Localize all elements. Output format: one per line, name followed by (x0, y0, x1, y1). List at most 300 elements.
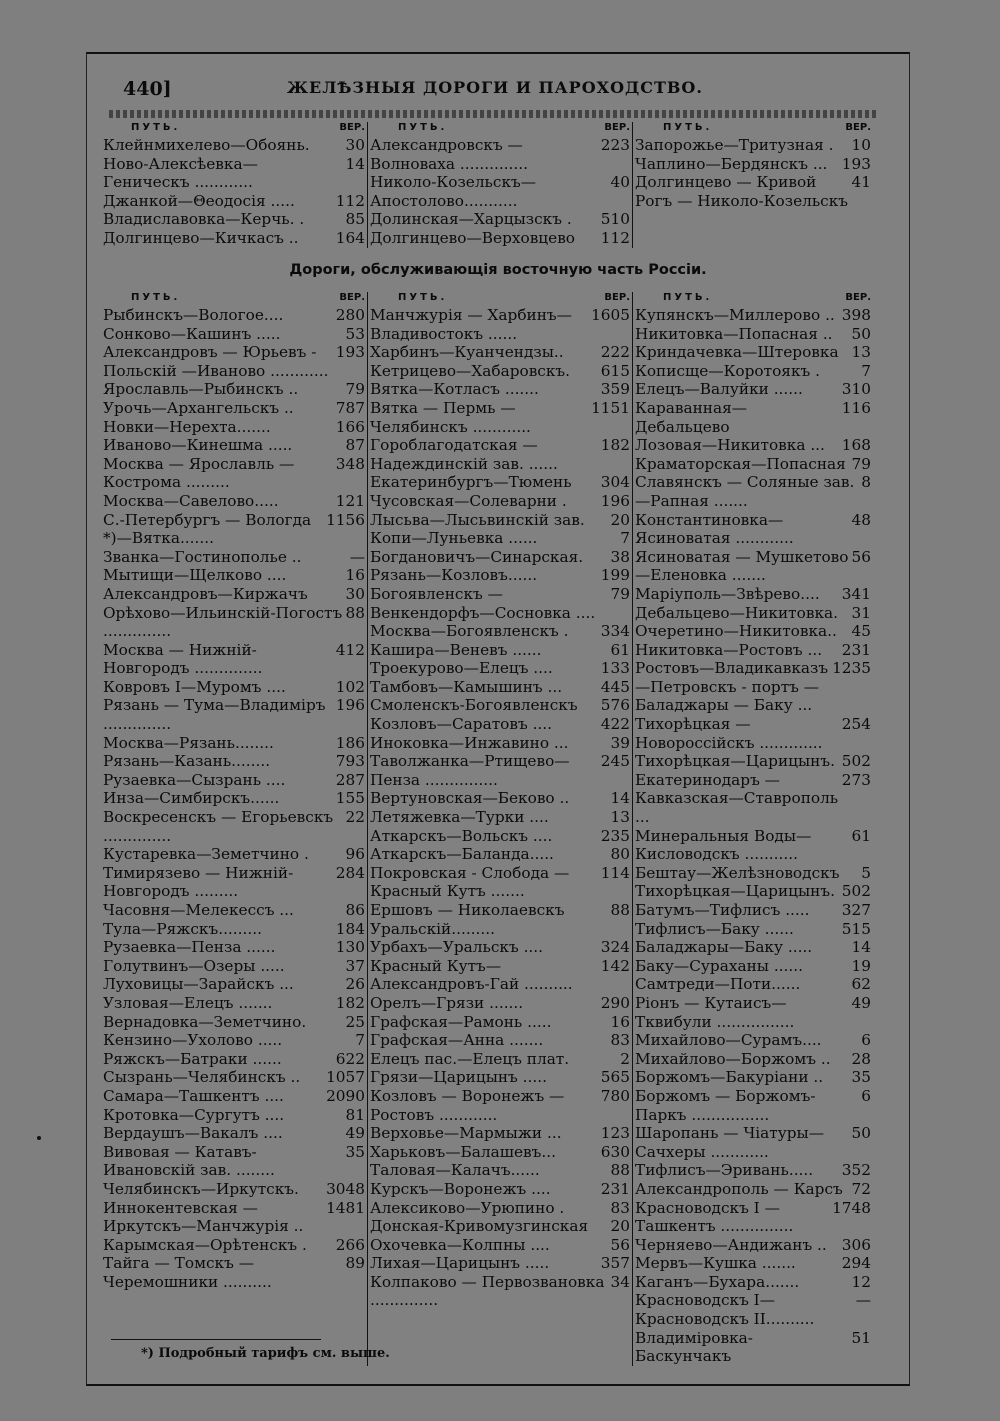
distance-value: 19 (851, 956, 871, 975)
distance-value: 49 (345, 1124, 365, 1143)
route-name: Каганъ—Бухара....... (635, 1272, 800, 1291)
route-name: Узловая—Елецъ ....... (103, 993, 273, 1012)
table-row (368, 678, 632, 697)
column-header: ПУТЬ. ВЕР. (663, 292, 871, 303)
table-row (633, 994, 873, 1031)
route-name: Козловъ—Саратовъ .... (370, 715, 553, 734)
table-row (368, 362, 632, 381)
route-name: Летяжевка—Турки .... (370, 808, 549, 827)
distance-value: 2 (620, 1049, 630, 1068)
distance-value: 8 (861, 473, 871, 492)
route-name: Лысьва—Лысьвинскій зав. (370, 510, 585, 529)
distance-value: — (855, 1291, 871, 1310)
distance-value: 787 (335, 398, 365, 417)
distance-value: 86 (345, 901, 365, 919)
distance-value: 39 (610, 733, 630, 752)
table-row (101, 1124, 367, 1143)
route-name: Екатеринбургъ—Тюмень (370, 473, 572, 492)
route-name: Тихорѣцкая—Царицынъ. (635, 752, 835, 771)
route-name: Кетрицево—Хабаровскъ. (370, 361, 571, 380)
table-row (101, 1050, 367, 1069)
table-row (368, 641, 632, 660)
route-name: Вятка—Котласъ ....... (370, 380, 539, 399)
distance-value: 123 (600, 1124, 630, 1143)
distance-value: 245 (600, 752, 630, 771)
distance-value: 2090 (326, 1086, 365, 1105)
distance-value: 780 (600, 1086, 630, 1105)
table-row (633, 455, 873, 474)
table-row (633, 938, 873, 957)
distance-value: 352 (841, 1161, 871, 1180)
top-column-2 (367, 122, 632, 248)
distance-value: 324 (600, 938, 630, 957)
table-row (368, 864, 632, 901)
table-row (368, 492, 632, 511)
distance-value: 20 (610, 1217, 630, 1236)
table-row (101, 771, 367, 790)
main-column-1 (101, 292, 367, 1366)
distance-value: 793 (335, 752, 365, 771)
table-row (368, 659, 632, 678)
table-row (101, 511, 367, 548)
route-name: Красный Кутъ—Александровъ-Гай .......... (370, 956, 573, 994)
route-name: Москва — Нижній-Новгородъ .............. (103, 640, 263, 678)
route-name: Александровъ—Киржачъ (103, 584, 308, 603)
route-name: Троекурово—Елецъ .... (370, 659, 553, 678)
table-row (633, 325, 873, 344)
distance-value: 327 (841, 901, 871, 919)
table-row (633, 343, 873, 362)
route-name: Охочевка—Колпны .... (370, 1235, 550, 1254)
route-name: Джанкой—Θеодосія ..... (103, 191, 295, 210)
distance-value: 615 (600, 361, 630, 380)
table-row (368, 752, 632, 789)
distance-value: 412 (335, 640, 365, 659)
route-name: Богдановичъ—Синарская. (370, 547, 584, 566)
distance-value: 62 (851, 975, 871, 994)
route-name: Ново-Алексѣевка—Геническъ ............ (103, 154, 258, 192)
route-name: Минеральныя Воды—Кисловодскъ ........... (635, 826, 812, 864)
distance-value: 28 (851, 1049, 871, 1068)
table-row (368, 473, 632, 492)
column-header: ПУТЬ. ВЕР. (131, 122, 365, 133)
table-row (368, 436, 632, 473)
table-row (633, 1291, 873, 1328)
table-row (368, 1031, 632, 1050)
distance-value: 130 (335, 938, 365, 957)
distance-value: 287 (335, 770, 365, 789)
route-name: Алексиково—Урюпино . (370, 1198, 565, 1217)
distance-value: 80 (610, 845, 630, 864)
distance-value: 87 (345, 436, 365, 455)
distance-value: 510 (600, 210, 630, 229)
route-name: Тифлисъ—Баку ...... (635, 919, 794, 938)
distance-value: 114 (600, 863, 630, 882)
distance-value: 284 (335, 863, 365, 882)
route-name: Графская—Анна ....... (370, 1031, 544, 1050)
table-row (633, 306, 873, 325)
table-row (101, 789, 367, 808)
distance-value: 116 (841, 398, 871, 417)
distance-value: 1748 (832, 1198, 871, 1217)
distance-value: 72 (851, 1179, 871, 1198)
route-name: Таловая—Калачъ...... (370, 1161, 540, 1180)
distance-value: 193 (841, 154, 871, 173)
route-name: Воскресенскъ — Егорьевскъ .............. (103, 808, 334, 845)
route-name: Голутвинъ—Озеры ..... (103, 956, 285, 975)
route-name: Орелъ—Грязи ....... (370, 993, 524, 1012)
route-name: Иннокентевская — Иркутскъ—Манчжурія .. (103, 1198, 304, 1236)
table-row (633, 622, 873, 641)
route-name: Рыбинскъ—Вологое.... (103, 306, 284, 324)
route-name: Шаропань — Чіатуры—Сачхеры ............ (635, 1124, 825, 1161)
route-name: Александрополь — Карсъ (635, 1179, 843, 1198)
distance-value: 164 (335, 228, 365, 247)
table-row (633, 399, 873, 436)
table-row (101, 343, 367, 380)
table-row (101, 734, 367, 753)
route-name: Иваново—Кинешма ..... (103, 436, 293, 455)
distance-value: 280 (335, 306, 365, 324)
distance-value: 231 (841, 640, 871, 659)
table-row (633, 771, 873, 827)
table-row (101, 380, 367, 399)
route-name: Грязи—Царицынъ ..... (370, 1068, 547, 1087)
distance-value: 48 (851, 510, 871, 529)
distance-value: 576 (600, 696, 630, 715)
route-name: Рязань—Казань........ (103, 752, 271, 771)
distance-value: 186 (335, 733, 365, 752)
distance-value: 85 (345, 210, 365, 229)
table-row (633, 362, 873, 381)
column-header: ПУТЬ. ВЕР. (131, 292, 365, 303)
table-row (368, 210, 632, 229)
route-name: Челябинскъ—Иркутскъ. (103, 1179, 299, 1198)
distance-value: 35 (851, 1068, 871, 1087)
table-row (101, 864, 367, 901)
distance-value: 155 (335, 789, 365, 808)
table-row (101, 566, 367, 585)
route-name: Тимирязево — Нижній-Новгородъ ......... (103, 863, 294, 901)
route-name: Елецъ—Валуйки ...... (635, 380, 803, 399)
page-header (87, 76, 909, 110)
distance-value: 16 (345, 566, 365, 585)
route-name: Самара—Ташкентъ .... (103, 1086, 284, 1105)
distance-value: 61 (851, 826, 871, 845)
table-row (101, 585, 367, 604)
route-name: Кензино—Ухолово ..... (103, 1031, 283, 1050)
table-row (368, 173, 632, 210)
table-row (368, 529, 632, 548)
table-row (101, 436, 367, 455)
table-row (368, 548, 632, 567)
table-row (101, 641, 367, 678)
table-row (368, 585, 632, 622)
table-row (368, 1013, 632, 1032)
route-name: Бештау—Желѣзноводскъ (635, 863, 840, 882)
table-row (368, 399, 632, 436)
route-name: Кописще—Коротоякъ . (635, 361, 820, 380)
table-row (101, 548, 367, 567)
route-name: Баку—Сураханы ...... (635, 956, 803, 975)
route-name: Вердаушъ—Вакалъ .... (103, 1124, 283, 1143)
distance-value: 112 (600, 228, 630, 247)
distance-value: 306 (841, 1235, 871, 1254)
distance-value: 182 (335, 993, 365, 1012)
table-row (633, 1161, 873, 1180)
distance-value: 45 (851, 622, 871, 641)
distance-value: 304 (600, 473, 630, 492)
distance-value: 41 (851, 173, 871, 192)
distance-value: 83 (610, 1198, 630, 1217)
route-name: Верховье—Мармыжи ... (370, 1124, 562, 1143)
table-row (368, 566, 632, 585)
distance-value: 294 (841, 1254, 871, 1273)
table-row (368, 845, 632, 864)
distance-value: 89 (345, 1254, 365, 1273)
table-row (633, 1254, 873, 1273)
route-name: Красноводскъ I—Красноводскъ II.......... (635, 1291, 815, 1329)
distance-value: 133 (600, 659, 630, 678)
distance-value: 49 (851, 993, 871, 1012)
table-row (368, 1199, 632, 1218)
route-name: Вернадовка—Земетчино. (103, 1012, 307, 1031)
distance-value: 266 (335, 1235, 365, 1254)
route-name: Донская-Кривомузгинская (370, 1217, 589, 1236)
distance-value: 166 (335, 417, 365, 436)
table-row (368, 1143, 632, 1162)
table-row (368, 1068, 632, 1087)
route-name: Чаплино—Бердянскъ ... (635, 154, 828, 173)
route-name: Харьковъ—Балашевъ... (370, 1142, 556, 1161)
distance-value: 83 (610, 1031, 630, 1050)
table-row (633, 957, 873, 976)
route-name: Тихорѣцкая—Царицынъ. (635, 882, 835, 901)
table-row (101, 1106, 367, 1125)
route-name: С.-Петербургъ — Вологда *)—Вятка....... (103, 510, 312, 548)
table-row (633, 659, 873, 715)
table-row (633, 436, 873, 455)
distance-value: 112 (335, 191, 365, 210)
route-name: Кустаревка—Земетчино . (103, 845, 309, 864)
table-row (101, 210, 367, 229)
table-row (101, 1143, 367, 1180)
table-row (101, 492, 367, 511)
distance-value: 359 (600, 380, 630, 399)
table-row (368, 229, 632, 248)
distance-value: 422 (600, 715, 630, 734)
route-name: Михайлово—Сурамъ.... (635, 1031, 822, 1050)
distance-value: 30 (345, 136, 365, 154)
distance-value: 515 (841, 919, 871, 938)
route-name: Баладжары—Баку ..... (635, 938, 813, 957)
table-row (633, 473, 873, 510)
table-row (101, 1013, 367, 1032)
table-row (101, 696, 367, 733)
route-name: Копи—Луньевка ...... (370, 529, 538, 548)
distance-value: 348 (335, 454, 365, 473)
table-row (101, 994, 367, 1013)
distance-value: 254 (841, 715, 871, 734)
route-name: Владиславовка—Керчь. . (103, 210, 305, 229)
table-row (101, 155, 367, 192)
table-row (368, 715, 632, 734)
route-name: Часовня—Мелекессъ ... (103, 901, 294, 919)
table-row (368, 957, 632, 994)
table-row (633, 975, 873, 994)
distance-value: 16 (610, 1012, 630, 1031)
distance-value: 7 (355, 1031, 365, 1050)
distance-value: 398 (841, 306, 871, 324)
column-header: ПУТЬ. ВЕР. (398, 292, 630, 303)
route-name: Таволжанка—Ртищево—Пенза ............... (370, 752, 570, 789)
route-name: Клейнмихелево—Обоянь. (103, 136, 310, 154)
distance-value: 10 (851, 136, 871, 154)
table-row (368, 1273, 632, 1310)
table-row (101, 678, 367, 697)
route-name: Сонково—Кашинъ ..... (103, 324, 281, 343)
route-name: Маріуполь—Звѣрево.... (635, 584, 820, 603)
table-row (633, 1199, 873, 1236)
route-name: Новки—Нерехта....... (103, 417, 271, 436)
table-row (633, 1087, 873, 1124)
route-name: Долинская—Харцызскъ . (370, 210, 572, 229)
distance-value: 56 (851, 547, 871, 566)
table-row (633, 511, 873, 548)
table-row (633, 864, 873, 883)
table-row (101, 957, 367, 976)
table-row (633, 380, 873, 399)
route-name: Черняево—Андижанъ .. (635, 1235, 827, 1254)
distance-value: 199 (600, 566, 630, 585)
table-row (101, 455, 367, 492)
top-table (101, 122, 871, 248)
decorative-rule (109, 110, 879, 118)
route-name: Аткарскъ—Баланда..... (370, 845, 554, 864)
distance-value: 273 (841, 770, 871, 789)
distance-value: 622 (335, 1049, 365, 1068)
route-name: Купянскъ—Миллерово .. (635, 306, 835, 324)
distance-value: 142 (600, 956, 630, 975)
page-number: 440] (123, 78, 172, 100)
route-name: Козловъ — Воронежъ — Ростовъ ............ (370, 1086, 565, 1124)
table-row (633, 715, 873, 752)
table-row (101, 1236, 367, 1255)
route-name: Лихая—Царицынъ ..... (370, 1254, 550, 1273)
distance-value: 7 (620, 529, 630, 548)
route-name: Долгинцево—Кичкасъ .. (103, 228, 299, 247)
table-row (101, 1087, 367, 1106)
running-title: ЖЕЛѢЗНЫЯ ДОРОГИ И ПАРОХОДСТВО. (287, 78, 703, 97)
table-row (101, 192, 367, 211)
table-row (368, 734, 632, 753)
main-column-3 (632, 292, 873, 1366)
route-name: Лозовая—Никитовка ... (635, 436, 825, 455)
table-row (368, 1050, 632, 1069)
table-row (368, 696, 632, 715)
table-row (101, 1199, 367, 1236)
distance-value: 193 (335, 343, 365, 362)
route-name: Графская—Рамонь ..... (370, 1012, 552, 1031)
distance-value: 168 (841, 436, 871, 455)
distance-value: 13 (851, 343, 871, 362)
route-name: Луховицы—Зарайскъ ... (103, 975, 294, 994)
distance-value: 1057 (326, 1068, 365, 1087)
route-name: Елецъ пас.—Елецъ плат. (370, 1049, 570, 1068)
distance-value: 6 (861, 1031, 871, 1050)
distance-value: 1235 (832, 659, 871, 678)
distance-value: 6 (861, 1086, 871, 1105)
route-name: Рузаевка—Сызрань .... (103, 770, 286, 789)
distance-value: 5 (861, 863, 871, 882)
route-name: Владиміровка-Баскунчакъ (635, 1328, 753, 1366)
distance-value: 231 (600, 1179, 630, 1198)
top-column-1 (101, 122, 367, 248)
route-name: Тифлисъ—Эривань..... (635, 1161, 814, 1180)
distance-value: 223 (600, 136, 630, 154)
route-name: Москва—Рязань........ (103, 733, 274, 752)
route-name: Дебальцево—Никитовка. (635, 603, 838, 622)
table-row (101, 808, 367, 845)
distance-value: 235 (600, 826, 630, 845)
route-name: Николо-Козельскъ—Апостолово........... (370, 173, 537, 210)
route-name: Сызрань—Челябинскъ .. (103, 1068, 301, 1087)
route-name: Боржомъ—Бакуріани .. (635, 1068, 824, 1087)
route-name: Екатеринодаръ —Кавказская—Ставрополь ... (635, 770, 839, 827)
route-name: Вертуновская—Беково .. (370, 789, 570, 808)
route-name: Иноковка—Инжавино ... (370, 733, 569, 752)
route-name: Тихорѣцкая — Новороссійскъ ............. (635, 715, 823, 752)
route-name: Мервъ—Кушка ....... (635, 1254, 796, 1273)
distance-value: 88 (610, 1161, 630, 1180)
distance-value: 1481 (326, 1198, 365, 1217)
table-row (368, 1124, 632, 1143)
distance-value: 96 (345, 845, 365, 864)
route-name: Никитовка—Ростовъ ... (635, 640, 823, 659)
route-name: Долгинцево — Кривой Рогъ — Николо-Козельскъ (635, 173, 849, 210)
distance-value: 26 (345, 975, 365, 994)
distance-value: 38 (610, 547, 630, 566)
route-name: Чусовская—Солеварни . (370, 491, 567, 510)
table-row (368, 994, 632, 1013)
table-row (101, 229, 367, 248)
table-row (633, 585, 873, 604)
column-header: ПУТЬ. ВЕР. (663, 122, 871, 133)
distance-value: 184 (335, 919, 365, 938)
table-row (101, 1068, 367, 1087)
route-name: Москва—Богоявленскъ . (370, 622, 569, 641)
table-row (101, 399, 367, 418)
route-name: Гороблагодатская — Надеждинскій зав. ...... (370, 436, 558, 473)
route-name: Орѣхово—Ильинскій-Погостъ .............. (103, 603, 343, 641)
distance-value: 334 (600, 622, 630, 641)
table-row (633, 1180, 873, 1199)
route-name: Аткарскъ—Вольскъ .... (370, 826, 553, 845)
distance-value: 357 (600, 1254, 630, 1273)
table-row (101, 975, 367, 994)
route-name: Званка—Гостинополье .. (103, 547, 302, 566)
table-row (101, 752, 367, 771)
route-name: Карымская—Орѣтенскъ . (103, 1235, 307, 1254)
route-name: Колпаково — Первозвановка .............. (370, 1272, 605, 1310)
table-row (633, 136, 873, 155)
table-row (368, 1161, 632, 1180)
table-row (101, 418, 367, 437)
table-row (101, 845, 367, 864)
table-row (633, 604, 873, 623)
route-name: Кротовка—Сургутъ .... (103, 1105, 285, 1124)
table-row (633, 920, 873, 939)
